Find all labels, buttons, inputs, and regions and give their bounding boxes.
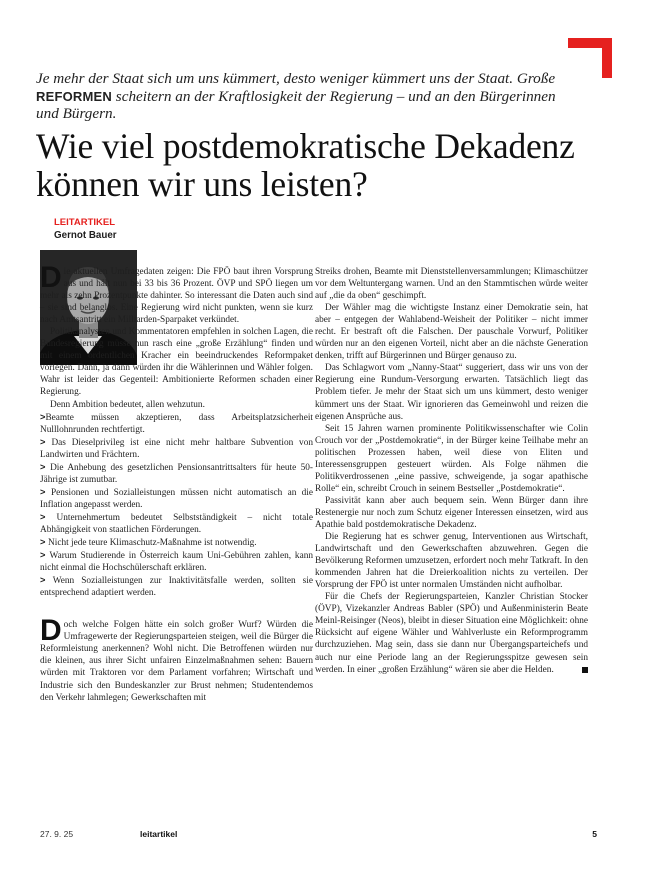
column-left — [40, 261, 314, 704]
bullet-text: Beamte müssen akzeptieren, dass Arbeitsplatzsicherheit Nulllohnrunden rechtfertigt. — [40, 412, 313, 435]
kicker: LEITARTIKEL — [54, 217, 116, 228]
bullet-text: Unternehmertum bedeutet Selbstständigkeit – nicht totale Abhängigkeit von staatlichen Förderungen. — [40, 512, 313, 535]
bullet-item — [40, 486, 313, 511]
corner-mark-vertical — [602, 38, 612, 78]
arrow-icon: > — [40, 550, 50, 561]
paragraph: Der Wähler mag die wichtigste Instanz einer Demokratie sein, hat aber – entgegen der Wahlabend-Weisheit der Politiker – nicht immer recht. Er bestraft oft die Falschen. Der pauschale Vorwurf, Politiker würden nur an den eigenen Vorteil, nicht aber an die nächste Generation denken, trifft auf Bürgerinnen und Bürger genauso zu. — [315, 303, 588, 362]
column-right — [315, 266, 588, 676]
bullet-text: Das Dieselprivileg ist eine nicht mehr haltbare Subvention von Landwirten und Frächtern. — [40, 437, 313, 460]
paragraph — [315, 591, 588, 675]
paragraph-text: ie aktuellen Umfragedaten zeigen: Die FPÖ baut ihren Vorsprung aus und hält nun bei 33 bis 36 Prozent. ÖVP und SPÖ liegen um mehr als zehn Prozentpunkte dahinter. So interessant die Daten auch sind – sie sind belanglos. Eine Regierung wird nicht punkten, wenn sie kurz nach Amtsantritt ein Milliarden-Sparpaket verkündet. — [40, 267, 313, 326]
bullet-item — [40, 411, 313, 436]
headline: Wie viel postdemokratische Dekadenz können wir uns leisten? — [36, 126, 575, 204]
lead-part1: Je mehr der Staat sich um uns kümmert, desto weniger kümmert uns der Staat. Große — [36, 70, 556, 87]
paragraph-text: Für die Chefs der Regierungsparteien, Kanzler Christian Stocker (ÖVP), Vizekanzler Andreas Babler (SPÖ) und Außenministerin Beate Meinl-Reisinger (Neos), bleibt in dieser Situation eine Möglichkeit: ohne Rücksicht auf eigene Wähler und Wahlverluste ein Reformprogramm durchzuziehen. Mag sein, dass sie dann nur Übergangsparteichefs und auch nur eine Periode lang an der Regierungsspitze gewesen sein werden. In einer „großen Erzählung“ wären sie aber die Helden. — [315, 592, 588, 675]
bullet-item — [40, 574, 313, 599]
page-number: 5 — [592, 829, 597, 839]
author-name: Gernot Bauer — [54, 230, 117, 241]
bullet-text: Die Anhebung des gesetzlichen Pensionsantrittsalters für heute 50-Jährige ist zumutbar. — [40, 462, 313, 485]
paragraph-text: och welche Folgen hätte ein solch großer Wurf? Würden die Umfragewerte der Regierungsparteien steigen, weil die Bürger die Reformleistung anerkennen? Wohl nicht. Die Betroffenen würden nur die kleinen, aus ihrer Sicht unfairen Einzelmaßnahmen sehen: Bauern würden mit Traktoren vor dem Parlament vorfahren; Wirtschaft und Industrie sich den Bundeskanzler zur Brust nehmen; Studentendemos den Verkehr lahmlegen; Gewerkschaften mit — [40, 620, 313, 703]
paragraph: Das Schlagwort vom „Nanny-Staat“ suggeriert, dass wir uns von der Regierung eine Rundum-Versorgung erwarten. Tatsächlich liegt das Problem tiefer. Je mehr der Staat sich um uns kümmert, desto weniger kümmert uns der Staat. Wir ignorieren das Gemeinwohl und reizen die eigenen Ansprüche aus. — [315, 363, 588, 422]
lead-strong: REFORMEN — [36, 88, 112, 104]
lead-text — [36, 70, 576, 123]
arrow-icon: > — [40, 511, 57, 522]
bullet-item — [40, 436, 313, 461]
end-square-icon — [582, 667, 588, 673]
section-name: leitartikel — [140, 829, 178, 839]
bullet-text: Warum Studierende in Österreich kaum Uni-Gebühren zahlen, kann nicht einmal die Hochschülerschaft erklären. — [40, 551, 314, 574]
bullet-text: Nicht jede teure Klimaschutz-Maßnahme ist notwendig. — [48, 538, 257, 549]
paragraph: Passivität kann aber auch bequem sein. Wenn Bürger dann ihre Restenergie nur noch zum Schutz eigener Interessen einsetzen, wird aus Apathie bald postdemokratische Dekadenz. — [315, 495, 588, 530]
arrow-icon: > — [40, 537, 49, 548]
arrow-icon: > — [40, 486, 51, 497]
paragraph — [40, 614, 313, 703]
lead-part2: scheitern an der Kraftlosigkeit der Regierung – und an den Bürgerinnen und Bürgern. — [36, 87, 556, 122]
paragraph: Streiks drohen, Beamte mit Dienststellenversammlungen; Klimaschützer vor dem Weltuntergang warnen. Und an den Stammtischen würde weiter auf „die da oben“ geschimpft. — [315, 267, 588, 302]
bullet-text: Wenn Sozialleistungen zur Inaktivitätsfalle werden, sollten sie entsprechend adaptiert werden. — [40, 576, 313, 599]
drop-cap: D — [40, 614, 62, 648]
issue-date: 27. 9. 25 — [40, 829, 74, 839]
paragraph: Seit 15 Jahren warnen prominente Politikwissenschafter wie Colin Crouch vor der „Postdemokratie“, in der Bürger keine Teilhabe mehr an politischen Prozessen haben, weil diese von Eliten und Interessensgruppen gesteuert würden. Als Folge nähmen die Politikverdrossenen „eine passive, schweigende, ja sogar apathische Rolle“ ein, schreibt Crouch in seinem Bestseller „Postdemokratie“. — [315, 423, 588, 494]
paragraph: Denn Ambition bedeutet, allen wehzutun. — [50, 399, 205, 410]
arrow-icon: > — [40, 436, 52, 447]
bullet-item — [40, 549, 313, 574]
arrow-icon: > — [40, 461, 51, 472]
drop-cap: D — [40, 261, 62, 294]
bullet-item — [40, 536, 313, 549]
paragraph: Die Regierung hat es schwer genug, Interventionen aus Wirtschaft, Landwirtschaft und den Gewerkschaften abzuwehren. Gegen die Bevölkerung Reformen umzusetzen, erfordert noch mehr Tatkraft. In den kommenden Jahren hat die Dreierkoalition nichts zu verteilen. Der Vorsprung der FPÖ ist unter normalen Umständen nicht aufholbar. — [315, 532, 588, 591]
bullet-text: Pensionen und Sozialleistungen müssen nicht automatisch an die Inflation angepasst werden. — [40, 487, 314, 510]
paragraph — [40, 261, 313, 326]
section-gap — [40, 599, 313, 619]
arrow-icon: > — [40, 575, 53, 586]
arrow-icon: > — [40, 411, 46, 422]
page-footer — [40, 829, 597, 843]
bullet-item — [40, 461, 313, 486]
paragraph: Politikanalysten und Kommentatoren empfehlen in solchen Lagen, die Bundesregierung müsse nun rasch eine „große Erzählung“ finden und mit einem ordentlichen Kracher ein beeindruckendes Reformpaket vorlegen. Dann, ja dann würden ihr die Wählerinnen und Wähler folgen. Wahr ist leider das Gegenteil: Ambitionierte Reformen schaden einer Regierung. — [40, 327, 313, 398]
bullet-item — [40, 511, 313, 536]
